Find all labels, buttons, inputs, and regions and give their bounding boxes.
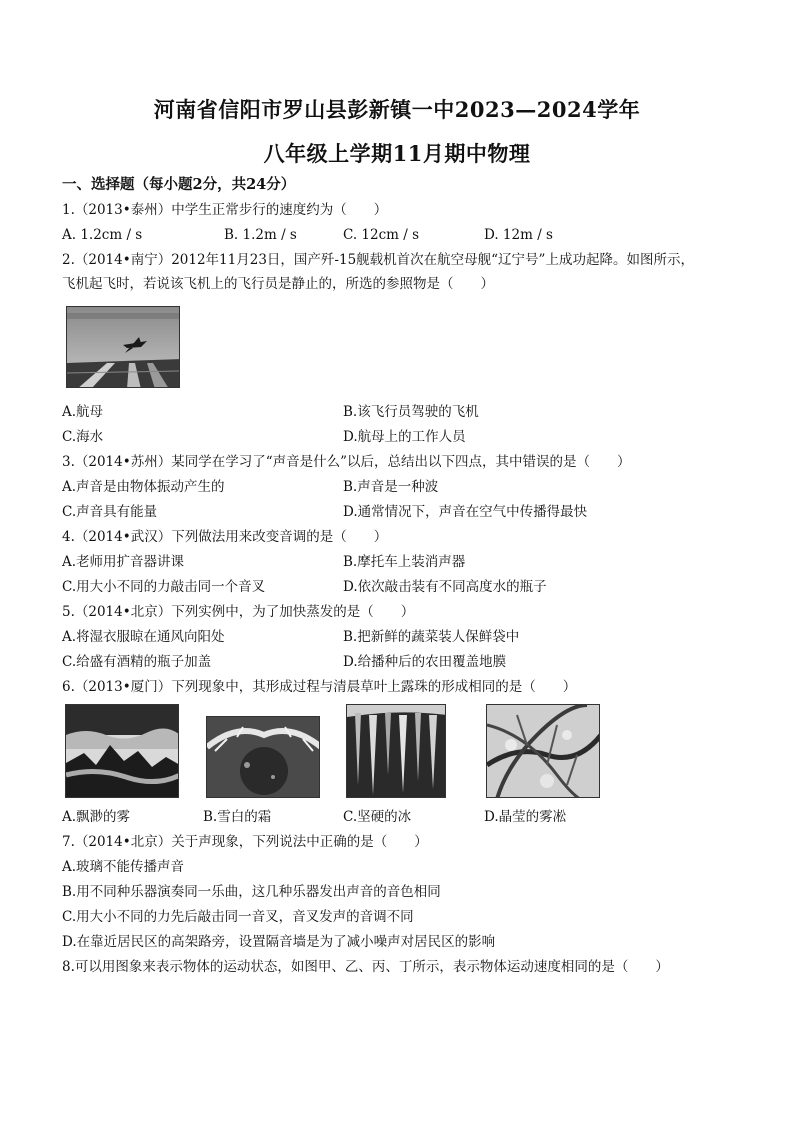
question-2-stem-line-1: 2.（2014•南宁）2012年11月23日，国产歼-15舰载机首次在航空母舰“辽宁号”上成功起降。如图所示， [62,252,694,268]
question-7-option-a: A.玻璃不能传播声音 [62,859,185,875]
question-6-option-d: D.晶莹的雾凇 [484,809,567,825]
question-5-option-b: B.把新鲜的蔬菜装人保鲜袋中 [343,629,520,645]
question-4-option-c: C.用大小不同的力敲击同一个音叉 [62,579,266,595]
aircraft-carrier-photo [66,306,180,388]
question-2-option-c: C.海水 [62,429,104,445]
question-4-stem: 4.（2014•武汉）下列做法用来改变音调的是（ ） [62,529,388,545]
question-3-option-b: B.声音是一种波 [343,479,439,495]
frost-photo [206,716,320,798]
question-7-option-d: D.在靠近居民区的高架路旁，设置隔音墙是为了减小噪声对居民区的影响 [62,934,496,950]
question-1-option-c: C. 12cm / s [343,227,420,243]
question-6-option-c: C.坚硬的冰 [343,809,412,825]
section-heading: 一、选择题（每小题2分，共24分） [62,176,296,193]
question-4-option-d: D.依次敲击装有不同高度水的瓶子 [343,579,547,595]
question-1-stem: 1.（2013•泰州）中学生正常步行的速度约为（ ） [62,202,388,218]
question-4-option-b: B.摩托车上装消声器 [343,554,466,570]
question-5-stem: 5.（2014•北京）下列实例中，为了加快蒸发的是（ ） [62,604,415,620]
question-5-option-a: A.将湿衣服晾在通风向阳处 [62,629,225,645]
question-6-option-a: A.飘渺的雾 [62,809,131,825]
question-7-option-b: B.用不同种乐器演奏同一乐曲，这几种乐器发出声音的音色相同 [62,884,441,900]
question-2-stem-line-2: 飞机起飞时，若说该飞机上的飞行员是静止的，所选的参照物是（ ） [62,276,494,292]
question-3-option-c: C.声音具有能量 [62,504,158,520]
question-4-option-a: A.老师用扩音器讲课 [62,554,185,570]
question-2-option-a: A.航母 [62,404,104,420]
question-1-option-b: B. 1.2m / s [224,227,297,243]
question-5-option-c: C.给盛有酒精的瓶子加盖 [62,654,212,670]
question-2-option-d: D.航母上的工作人员 [343,429,466,445]
question-3-option-d: D.通常情况下，声音在空气中传播得最快 [343,504,588,520]
question-3-option-a: A.声音是由物体振动产生的 [62,479,225,495]
question-6-stem: 6.（2013•厦门）下列现象中，其形成过程与清晨草叶上露珠的形成相同的是（ ） [62,679,577,695]
ice-photo [346,704,446,798]
document-title-line-1: 河南省信阳市罗山县彭新镇一中2023—2024学年 [153,97,641,122]
question-7-stem: 7.（2014•北京）关于声现象，下列说法中正确的是（ ） [62,834,428,850]
question-1-option-a: A. 1.2cm / s [62,227,143,243]
question-6-option-b: B.雪白的霜 [203,809,272,825]
question-7-option-c: C.用大小不同的力先后敲击同一音叉，音叉发声的音调不同 [62,909,414,925]
question-2-option-b: B.该飞行员驾驶的飞机 [343,404,479,420]
document-title-line-2: 八年级上学期11月期中物理 [263,141,531,166]
question-1-option-d: D. 12m / s [484,227,553,243]
question-3-stem: 3.（2014•苏州）某同学在学习了“声音是什么”以后，总结出以下四点，其中错误的是（ ） [62,454,631,470]
question-8-stem: 8.可以用图象来表示物体的运动状态，如图甲、乙、丙、丁所示，表示物体运动速度相同的是（ ） [62,959,669,975]
rime-photo [486,704,600,798]
question-5-option-d: D.给播种后的农田覆盖地膜 [343,654,507,670]
fog-photo [65,704,179,798]
